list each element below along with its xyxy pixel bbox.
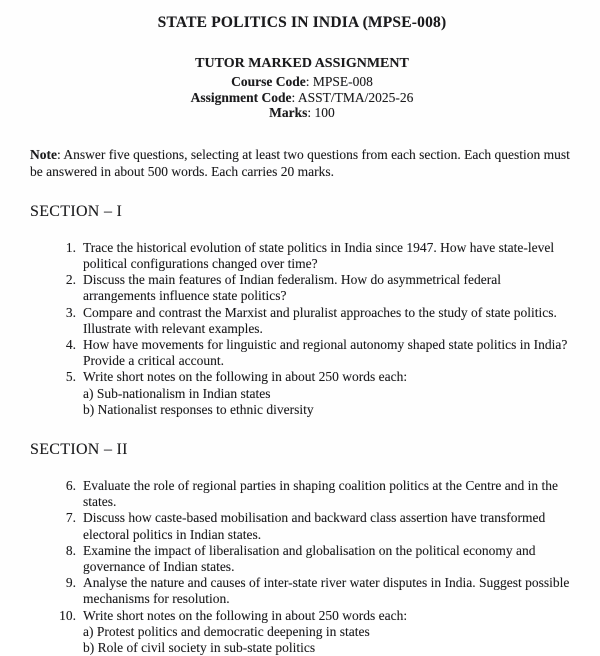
question-row [50, 240, 574, 272]
question-row [50, 478, 574, 510]
question-subitem: b) Role of civil society in sub-state politics [83, 640, 316, 656]
question-body [83, 337, 574, 369]
question-body [83, 543, 574, 575]
sections-container [30, 203, 574, 656]
marks-label: Marks [269, 105, 308, 121]
question-number: 5. [65, 369, 76, 385]
question-row [50, 272, 574, 304]
question-row [50, 543, 574, 575]
section-heading: SECTION – I [30, 202, 123, 220]
marks-line [30, 105, 574, 121]
assignment-code-line [30, 90, 574, 106]
note-label: Note [30, 146, 57, 162]
question-text: Trace the historical evolution of state politics in India since 1947. How have state-level political configurations changed over time? [83, 239, 555, 271]
question-body [83, 575, 574, 607]
question-row [50, 608, 574, 656]
question-number: 8. [65, 542, 76, 558]
assignment-code-value: : ASST/TMA/2025-26 [291, 89, 414, 105]
question-subitem: a) Sub-nationalism in Indian states [83, 385, 271, 401]
question-number: 3. [65, 304, 76, 320]
assignment-heading: TUTOR MARKED ASSIGNMENT [195, 56, 409, 71]
question-number: 9. [65, 575, 76, 591]
question-list [50, 478, 574, 656]
course-code-line [30, 74, 574, 90]
assignment-code-label: Assignment Code [190, 89, 292, 105]
course-code-label: Course Code [231, 74, 306, 89]
marks-value: : 100 [307, 105, 335, 121]
question-number: 6. [65, 478, 76, 494]
question-body [83, 305, 574, 337]
question-text: Evaluate the role of regional parties in shaping coalition politics at the Centre and in the states. [83, 478, 558, 510]
question-body [83, 608, 574, 656]
section-heading: SECTION – II [30, 441, 128, 459]
question-number: 7. [65, 510, 76, 526]
question-body [83, 240, 574, 272]
question-row [50, 575, 574, 607]
question-row [50, 510, 574, 542]
question-body [83, 478, 574, 510]
assignment-header-block [30, 56, 574, 121]
question-text: Analyse the nature and causes of inter-state river water disputes in India. Suggest possible mechanisms for resolution. [83, 575, 570, 607]
question-body [83, 369, 574, 418]
course-code-value: : MPSE-008 [305, 74, 373, 89]
question-number: 10. [59, 607, 76, 623]
question-text: Discuss how caste-based mobilisation and backward class assertion have transformed electoral politics in Indian states. [83, 510, 546, 542]
question-row [50, 337, 574, 369]
question-subitem: a) Protest politics and democratic deepening in states [83, 623, 370, 639]
question-text: Compare and contrast the Marxist and pluralist approaches to the study of state politics. Illustrate with relevant examples. [83, 304, 557, 336]
question-list [50, 240, 574, 418]
question-row [50, 305, 574, 337]
question-row [50, 369, 574, 418]
question-text: Write short notes on the following in about 250 words each: [83, 607, 408, 623]
note-paragraph [30, 146, 574, 180]
question-number: 2. [65, 272, 76, 288]
question-number: 1. [65, 239, 76, 255]
document-title: STATE POLITICS IN INDIA (MPSE-008) [157, 14, 447, 31]
note-text: : Answer five questions, selecting at least two questions from each section. Each question must be answered in about 500 words. Each carries 20 marks. [30, 146, 570, 179]
question-number: 4. [65, 337, 76, 352]
question-subitem: b) Nationalist responses to ethnic diversity [83, 401, 314, 417]
question-text: How have movements for linguistic and regional autonomy shaped state politics in India? Provide a critical account. [83, 337, 568, 369]
question-body [83, 272, 574, 304]
question-text: Write short notes on the following in about 250 words each: [83, 369, 408, 385]
question-text: Examine the impact of liberalisation and globalisation on the political economy and governance of Indian states. [83, 542, 536, 575]
question-text: Discuss the main features of Indian federalism. How do asymmetrical federal arrangements influence state politics? [83, 272, 501, 304]
question-body [83, 510, 574, 542]
